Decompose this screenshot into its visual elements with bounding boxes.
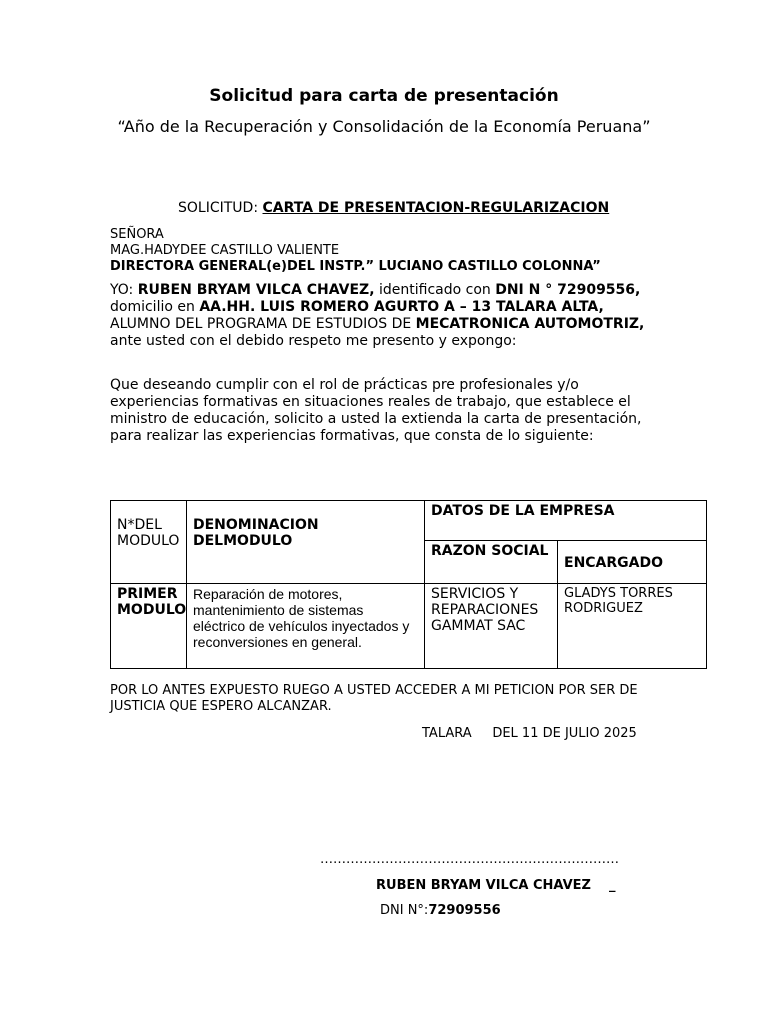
addressee-line-2: MAG.HADYDEE CASTILLO VALIENTE: [110, 243, 340, 258]
intro-dni: DNI N ° 72909556,: [495, 282, 641, 298]
solicitud-label: SOLICITUD:: [178, 200, 263, 216]
signature-dni: [380, 903, 501, 918]
intro-paragraph: [110, 282, 650, 350]
table-row: [111, 584, 707, 669]
cell-modulo: PRIMER MODULO: [111, 584, 187, 669]
cell-encargado: GLADYS TORRES RODRIGUEZ: [558, 584, 707, 669]
table-header-row: [111, 501, 707, 541]
header-razon-social: RAZON SOCIAL: [425, 541, 558, 584]
intro-closing: ante usted con el debido respeto me presento y expongo:: [110, 333, 517, 349]
intro-yo: YO:: [110, 282, 138, 298]
dni-label: DNI N°:: [380, 903, 429, 918]
solicitud-value: CARTA DE PRESENTACION-REGULARIZACION: [262, 200, 610, 216]
body-paragraph: Que deseando cumplir con el rol de prácticas pre profesionales y/o experiencias formativas en situaciones reales de trabajo, que establece el ministro de educación, solicito a usted la extienda la carta de presentación, para realizar las experiencias formativas, que consta de lo siguiente:: [110, 377, 642, 444]
header-modulo: N*DEL MODULO: [111, 501, 187, 584]
intro-alumno: ALUMNO DEL PROGRAMA DE ESTUDIOS DE: [110, 316, 416, 332]
signature-name: RUBEN BRYAM VILCA CHAVEZ _: [376, 878, 616, 893]
year-motto: “Año de la Recuperación y Consolidación de la Economía Peruana”: [117, 117, 651, 136]
closing-paragraph: POR LO ANTES EXPUESTO RUEGO A USTED ACCEDER A MI PETICION POR SER DE JUSTICIA QUE ESPERO ALCANZAR.: [110, 683, 638, 714]
cell-denominacion: Reparación de motores, mantenimiento de sistemas eléctrico de vehículos inyectados y reconversiones en general.: [187, 584, 425, 669]
addressee-block: [110, 227, 601, 275]
module-table: [110, 500, 707, 669]
header-encargado: ENCARGADO: [558, 541, 707, 584]
intro-domicilio: domicilio en: [110, 299, 200, 315]
solicitud-line: [178, 200, 609, 216]
header-datos-empresa: DATOS DE LA EMPRESA: [425, 501, 707, 541]
addressee-line-3: DIRECTORA GENERAL(e)DEL INSTP.” LUCIANO CASTILLO COLONNA”: [110, 259, 601, 274]
intro-name: RUBEN BRYAM VILCA CHAVEZ,: [137, 282, 375, 298]
dni-value: 72909556: [428, 903, 501, 918]
cell-razon-social: SERVICIOS Y REPARACIONES GAMMAT SAC: [425, 584, 558, 669]
header-denominacion: DENOMINACION DELMODULO: [187, 501, 425, 584]
intro-program: MECATRONICA AUTOMOTRIZ,: [415, 316, 645, 332]
addressee-line-1: SEÑORA: [110, 227, 164, 242]
intro-address: AA.HH. LUIS ROMERO AGURTO A – 13 TALARA ALTA,: [199, 299, 604, 315]
intro-identificado: identificado con: [374, 282, 496, 298]
place-date: TALARA DEL 11 DE JULIO 2025: [422, 726, 637, 741]
document-title: Solicitud para carta de presentación: [209, 86, 559, 106]
signature-line: ……………………………………………………………: [320, 852, 619, 867]
